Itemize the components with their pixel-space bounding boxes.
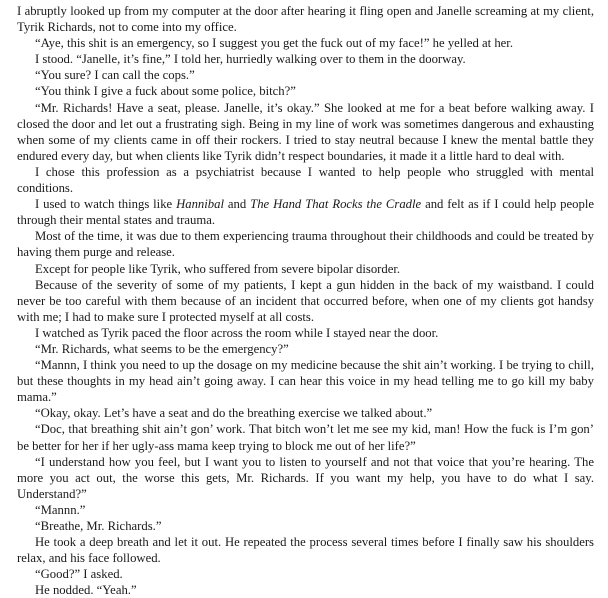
paragraph-text: I used to watch things like [35, 197, 177, 212]
paragraph: “Okay, okay. Let’s have a seat and do the breathing exercise we talked about.” [35, 406, 433, 421]
paragraph: “You think I give a fuck about some police, bitch?” [35, 84, 296, 99]
paragraph: Because of the severity of some of my patients, I kept a gun hidden in the back of my waistband. I could never be too careful with them because of an incident that occurred before, when one of my clients got handsy with me; I had to make sure I protected myself at all costs. [17, 277, 594, 324]
paragraph: “Aye, this shit is an emergency, so I suggest you get the fuck out of my face!” he yelled at her. [35, 36, 513, 51]
paragraph: I watched as Tyrik paced the floor across the room while I stayed near the door. [35, 325, 439, 340]
paragraph: “Breathe, Mr. Richards.” [35, 519, 162, 533]
paragraph: He nodded. “Yeah.” [35, 583, 137, 598]
paragraph: “Mr. Richards, what seems to be the emergency?” [35, 341, 289, 356]
paragraph: Most of the time, it was due to them experiencing trauma throughout their childhoods and could be treated by having them purge and release. [17, 229, 594, 260]
paragraph: I chose this profession as a psychiatrist because I wanted to help people who struggled with mental conditions. [17, 164, 594, 196]
paragraph: I abruptly looked up from my computer at the door after hearing it fling open and Janelle screaming at my client, Tyrik Richards, not to come into my office. [17, 4, 594, 35]
paragraph: Except for people like Tyrik, who suffered from severe bipolar disorder. [35, 261, 401, 276]
paragraph: He took a deep breath and let it out. He repeated the process several times before I finally saw his shoulders relax, and his face followed. [17, 535, 594, 566]
paragraph-text: and [224, 197, 251, 212]
paragraph: “Mannn.” [35, 502, 86, 517]
paragraph: “I understand how you feel, but I want you to listen to yourself and not that voice that you’re hearing. The more you act out, the worse this gets, Mr. Richards. If you want my help, you have to do what I say. Understand?” [17, 454, 594, 501]
paragraph: “Mannn, I think you need to up the dosage on my medicine because the shit ain’t working. I be trying to chill, but these thoughts in my head ain’t going away. I can hear this voice in my head telling me to go kill my baby mama.” [17, 358, 594, 405]
paragraph: I stood. “Janelle, it’s fine,” I told her, hurriedly walking over to them in the doorway. [35, 52, 466, 67]
film-title: Hannibal [176, 197, 225, 212]
film-title: The Hand That Rocks the Cradle [250, 197, 422, 212]
paragraph: “Mr. Richards! Have a seat, please. Janelle, it’s okay.” She looked at me for a beat before walking away. I closed the door and let out a frustrating sigh. Being in my line of work was sometimes dangerous and exhausting when some of my clients came in off their rockers. I tried to stay neutral because I knew the mental battle they endured every day, but when clients like Tyrik didn’t respect boundaries, it made it a little hard to deal with. [17, 100, 594, 163]
paragraph-with-titles [17, 196, 594, 228]
paragraph: “Good?” I asked. [35, 567, 123, 582]
paragraph: “You sure? I can call the cops.” [35, 68, 195, 83]
paragraph: “Doc, that breathing shit ain’t gon’ work. That bitch won’t let me see my kid, man! How the fuck is I’m gon’ be better for her if her ugly-ass mama keep trying to block me out of her life?” [17, 422, 594, 453]
paragraph-text: and felt as if I could help people through their mental states and trauma. [17, 197, 594, 228]
